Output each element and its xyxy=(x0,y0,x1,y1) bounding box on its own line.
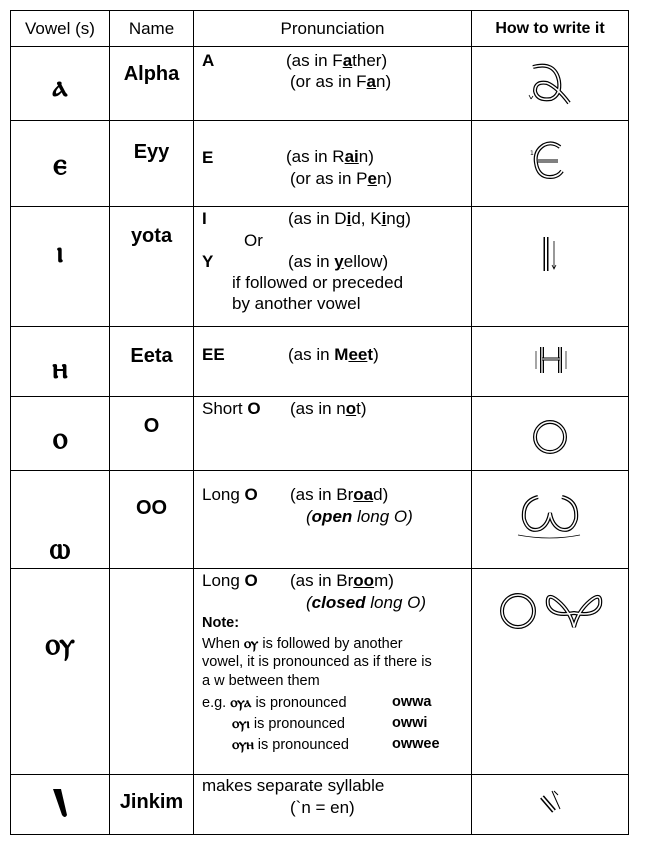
letter: Y xyxy=(202,252,214,271)
note-line: if followed or preceded xyxy=(232,273,404,292)
eeta-stroke-icon xyxy=(534,345,568,375)
pronunciation-line: (or as in Pen) xyxy=(290,169,393,188)
pronunciation-line: (`n = en) xyxy=(290,798,355,817)
table-row xyxy=(11,775,629,835)
table-row xyxy=(11,471,629,569)
jinkim-stroke-icon xyxy=(536,789,566,817)
vowel-glyph: ⲏ xyxy=(52,351,68,386)
letter: EE xyxy=(202,345,225,364)
alpha-stroke-icon xyxy=(525,61,575,107)
yota-stroke-icon xyxy=(538,235,562,275)
pronunciation-line: (as in not) xyxy=(290,399,367,418)
note-line: vowel, it is pronounced as if there is xyxy=(202,654,432,670)
vowel-name: Jinkim xyxy=(119,791,184,813)
header-name: Name xyxy=(110,11,194,47)
pronunciation-line: (as in Broad) xyxy=(290,485,389,504)
vowel-glyph xyxy=(11,785,109,821)
vowel-name: OO xyxy=(135,497,168,519)
vowel-name: Alpha xyxy=(123,63,180,85)
note-line: a w between them xyxy=(202,673,320,689)
vowel-glyph: ⲟ xyxy=(52,421,68,456)
table-row xyxy=(11,397,629,471)
header-how-to-write: How to write it xyxy=(472,11,629,47)
header-pronunciation: Pronunciation xyxy=(194,11,472,47)
pronunciation-line: (as in Father) xyxy=(286,51,388,70)
vowel-glyph: ⲁ xyxy=(52,69,68,104)
vowel-name: yota xyxy=(130,225,173,247)
letter: E xyxy=(202,148,214,167)
svg-text:1: 1 xyxy=(530,150,534,157)
vowel-glyph: ⲓ xyxy=(56,235,64,270)
pronunciation-line: Long O xyxy=(202,571,258,590)
note-line: by another vowel xyxy=(232,294,361,313)
header-vowel: Vowel (s) xyxy=(11,11,110,47)
letter: I xyxy=(202,209,207,228)
header-row xyxy=(11,11,629,47)
vowel-name: Eeta xyxy=(130,345,173,367)
or-text: Or xyxy=(244,231,263,250)
pronunciation-line: (closed long O) xyxy=(306,593,427,612)
pronunciation-line: makes separate syllable xyxy=(202,776,385,795)
example-sound: owwee xyxy=(392,736,440,752)
pronunciation-line: Short O xyxy=(202,399,261,418)
ou-stroke-icon xyxy=(498,587,604,635)
eyy-stroke-icon xyxy=(530,139,566,183)
oo-stroke-icon xyxy=(516,491,584,541)
pronunciation-line: (open long O) xyxy=(306,507,413,526)
note-label: Note: xyxy=(202,615,240,631)
pronunciation-line: (as in Rain) xyxy=(286,147,374,166)
example-line: e.g. ⲟⲩⲁ is pronounced xyxy=(202,694,347,711)
note-line: When ⲟⲩ is followed by another xyxy=(202,635,403,652)
pronunciation-line: (as in Broom) xyxy=(290,571,394,590)
vowel-table xyxy=(10,10,629,835)
example-line: ⲟⲩⲏ is pronounced xyxy=(232,736,349,753)
example-line: ⲟⲩⲓ is pronounced xyxy=(232,715,345,732)
example-sound: owwi xyxy=(392,715,428,731)
vowel-glyph: ⲱ xyxy=(49,531,71,566)
pronunciation-line: Long O xyxy=(202,485,258,504)
table-row xyxy=(11,207,629,327)
vowel-name: O xyxy=(143,415,160,437)
table-row xyxy=(11,47,629,121)
vowel-glyph: ⲟⲩ xyxy=(45,627,75,662)
pronunciation-line: (as in Meet) xyxy=(288,345,379,364)
pronunciation-line: (as in Did, King) xyxy=(288,209,411,228)
o-stroke-icon xyxy=(530,417,570,457)
table-row xyxy=(11,121,629,207)
table-row xyxy=(11,327,629,397)
vowel-name: Eyy xyxy=(133,141,170,163)
example-sound: owwa xyxy=(392,694,432,710)
pronunciation-line: (as in yellow) xyxy=(288,252,389,271)
table-row xyxy=(11,569,629,775)
letter: A xyxy=(202,51,215,70)
pronunciation-line: (or as in Fan) xyxy=(290,72,392,91)
vowel-glyph: ⲉ xyxy=(53,147,67,182)
